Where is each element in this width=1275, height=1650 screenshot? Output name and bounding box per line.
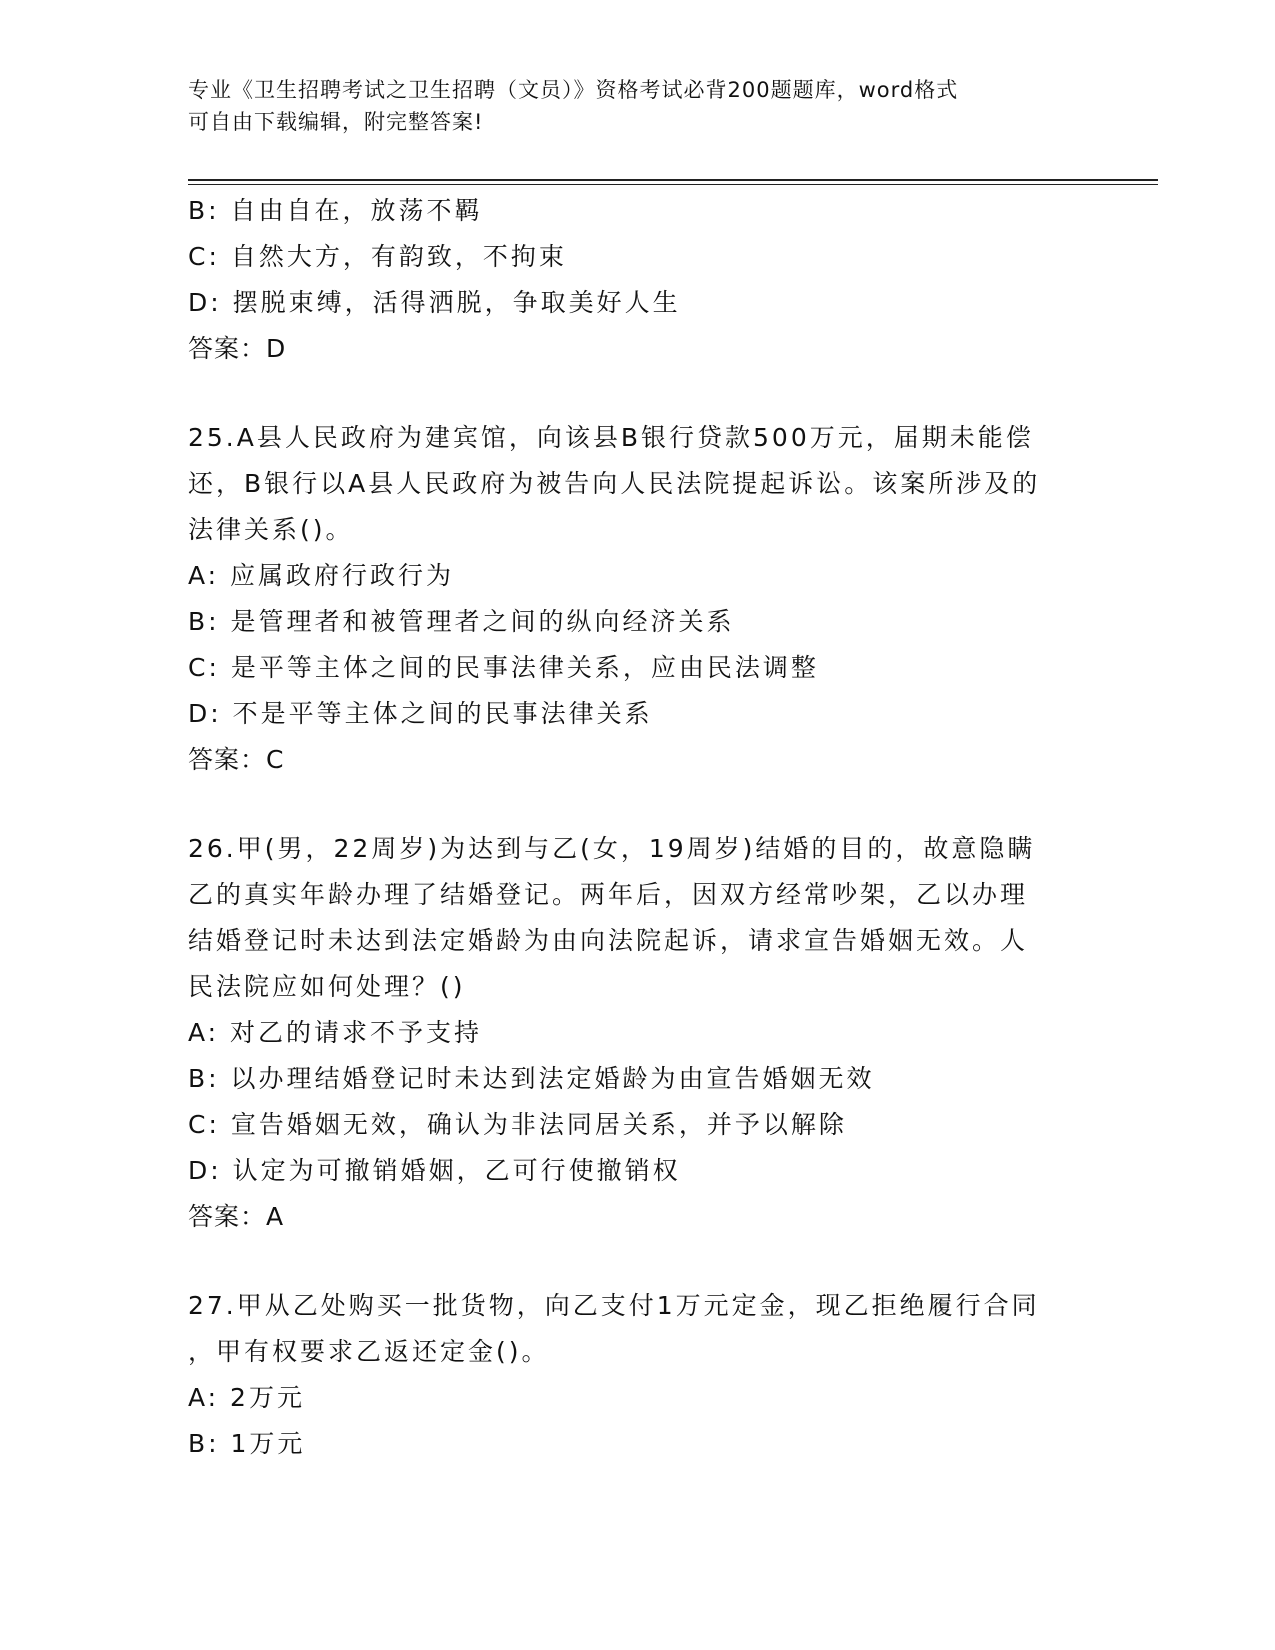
document-header [188,74,1088,138]
option-b: B: 是管理者和被管理者之间的纵向经济关系 [188,607,735,636]
question-text-line: 乙的真实年龄办理了结婚登记。两年后，因双方经常吵架，乙以办理 [188,880,1029,909]
option-b: B: 以办理结婚登记时未达到法定婚龄为由宣告婚姻无效 [188,1064,875,1093]
option-b: B: 1万元 [188,1429,306,1458]
header-line-1: 专业《卫生招聘考试之卫生招聘（文员）》资格考试必背200题题库，word格式 [188,78,959,102]
question-text-line: 还，B银行以A县人民政府为被告向人民法院提起诉讼。该案所涉及的 [188,469,1041,498]
option-d: D: 认定为可撤销婚姻，乙可行使撤销权 [188,1156,681,1185]
option-a: A: 2万元 [188,1383,305,1412]
question-24-tail [188,188,1088,372]
question-27 [188,1283,1088,1467]
option-d: D: 摆脱束缚，活得洒脱，争取美好人生 [188,288,681,317]
document-body [188,188,1088,1467]
option-a: A: 对乙的请求不予支持 [188,1018,483,1047]
header-rule-thin [188,184,1158,185]
question-text-line: 25.A县人民政府为建宾馆，向该县B银行贷款500万元，届期未能偿 [188,423,1034,452]
question-26 [188,826,1088,1240]
option-a: A: 应属政府行政行为 [188,561,455,590]
answer-line: 答案：C [188,745,285,774]
header-line-2: 可自由下载编辑，附完整答案! [188,110,484,134]
question-text-line: ，甲有权要求乙返还定金()。 [188,1337,550,1366]
option-c: C: 是平等主体之间的民事法律关系，应由民法调整 [188,653,819,682]
question-text-line: 法律关系()。 [188,515,354,544]
answer-line: 答案：D [188,334,287,363]
question-text-line: 结婚登记时未达到法定婚龄为由向法院起诉，请求宣告婚姻无效。人 [188,926,1029,955]
header-rule-thick [188,179,1158,181]
option-b: B: 自由自在，放荡不羁 [188,196,483,225]
answer-line: 答案：A [188,1202,285,1231]
option-c: C: 自然大方，有韵致，不拘束 [188,242,567,271]
question-text-line: 民法院应如何处理？() [188,972,466,1001]
option-c: C: 宣告婚姻无效，确认为非法同居关系，并予以解除 [188,1110,847,1139]
question-25 [188,415,1088,783]
question-text-line: 27.甲从乙处购买一批货物，向乙支付1万元定金，现乙拒绝履行合同 [188,1291,1040,1320]
option-d: D: 不是平等主体之间的民事法律关系 [188,699,653,728]
question-text-line: 26.甲(男，22周岁)为达到与乙(女，19周岁)结婚的目的，故意隐瞒 [188,834,1036,863]
